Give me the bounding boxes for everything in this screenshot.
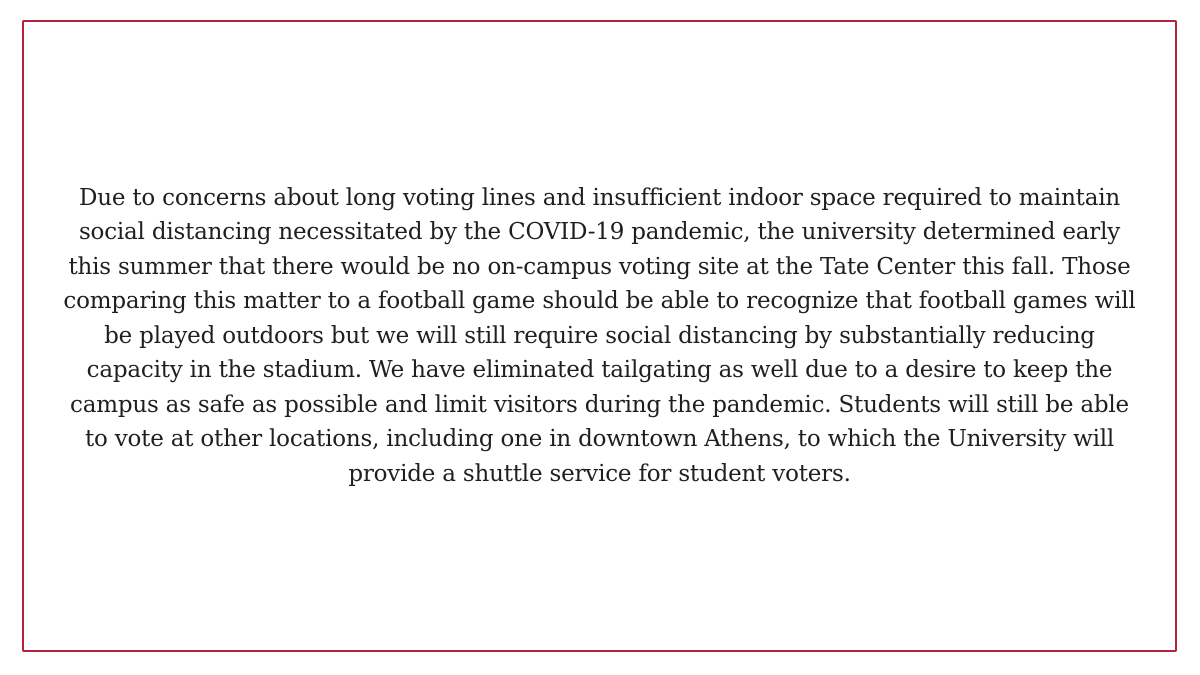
statement-frame [22,20,1177,652]
statement-text: Due to concerns about long voting lines and insufficient indoor space required to maintain social distancing necessitated by the COVID-19 pandemic, the university determined early this summer that there would be no on-campus voting site at the Tate Center this fall. Those comparing this matter to a football game should be able to recognize that football games will be played outdoors but we will still require social distancing by substantially reducing capacity in the stadium. We have eliminated tailgating as well due to a desire to keep the campus as safe as possible and limit visitors during the pandemic. Students will still be able to vote at other locations, including one in downtown Athens, to which the University will provide a shuttle service for student voters. [63,184,1136,487]
